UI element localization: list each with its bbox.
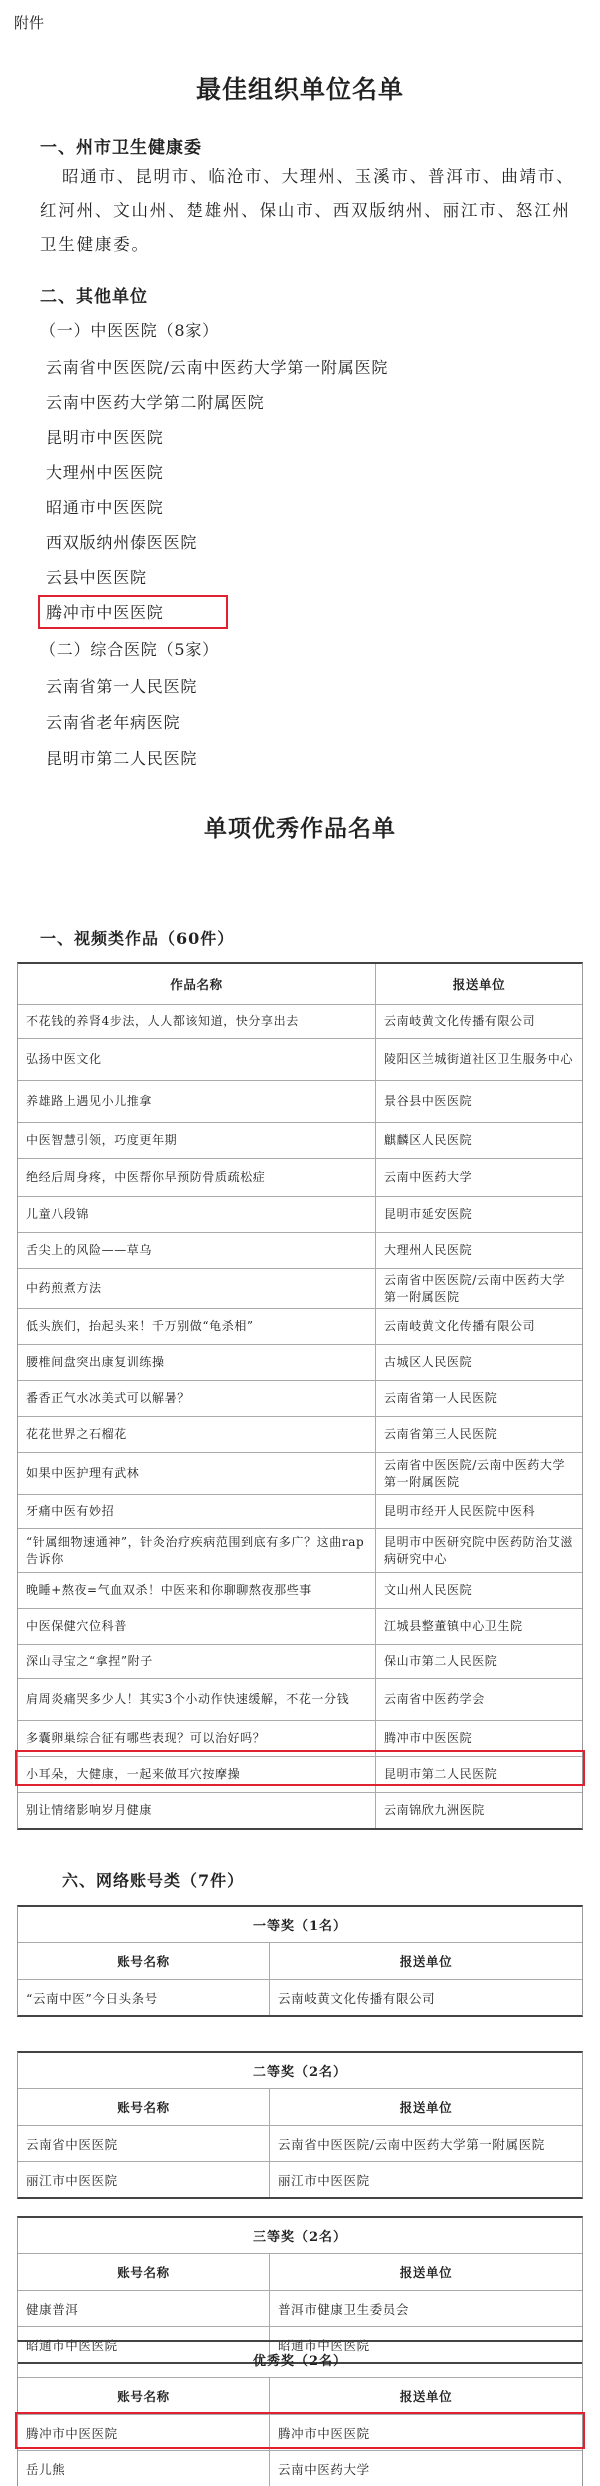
- award-title: 二等奖（2名）: [18, 2053, 582, 2089]
- table-row: [18, 1122, 582, 1158]
- cell: 弘扬中医文化: [18, 1039, 376, 1080]
- table-row: [18, 1038, 582, 1080]
- cell: 云南省中医医院: [18, 2126, 270, 2161]
- cell: 腾冲市中医医院: [18, 2415, 270, 2450]
- table-header: [18, 2089, 582, 2125]
- cell: 昭通市中医医院: [278, 2337, 370, 2353]
- table-row: [18, 1452, 582, 1494]
- cell: 文山州人民医院: [384, 1583, 473, 1597]
- cell: 云南省中医医院/云南中医药大学第一附属医院: [384, 1457, 566, 1489]
- cell: 丽江市中医医院: [18, 2162, 270, 2197]
- title-best-organization: 最佳组织单位名单: [195, 75, 404, 104]
- section1-text: 昭通市、昆明市、临沧市、大理州、玉溪市、普洱市、曲靖市、红河州、文山州、楚雄州、保山市、西双版纳州、丽江市、怒江州卫生健康委。: [40, 167, 575, 254]
- cell: 云南省第三人民医院: [384, 1427, 498, 1441]
- award-title: 优秀奖（2名）: [18, 2342, 582, 2378]
- table-row: [18, 1004, 582, 1038]
- cell: 中医保健穴位科普: [18, 1609, 376, 1644]
- cell: 昆明市中医研究院中医药防治艾滋病研究中心: [384, 1534, 574, 1566]
- sub1-heading: （一）中医医院（8家）: [40, 321, 219, 340]
- table-row: [18, 1344, 582, 1380]
- table-row: [18, 1196, 582, 1232]
- list-item: 云南中医药大学第二附属医院: [46, 393, 265, 412]
- cell: 云南锦欣九洲医院: [384, 1803, 485, 1817]
- list-item: 昆明市中医医院: [46, 428, 164, 447]
- cell: 麒麟区人民医院: [384, 1133, 473, 1147]
- cell: 深山寻宝之“拿捏”附子: [18, 1645, 376, 1678]
- cell: 腰椎间盘突出康复训练操: [18, 1345, 376, 1380]
- table-row: [18, 2290, 582, 2326]
- cell: 昭通市中医医院: [18, 2327, 270, 2362]
- table-row: [18, 1792, 582, 1828]
- cell: 保山市第二人民医院: [384, 1654, 498, 1668]
- table-row: [18, 1416, 582, 1452]
- cell: 牙痛中医有妙招: [18, 1495, 376, 1528]
- table-header: [18, 2254, 582, 2290]
- table-row: [18, 1608, 582, 1644]
- attachment-label: 附件: [14, 14, 45, 32]
- cell: 普洱市健康卫生委员会: [278, 2301, 410, 2317]
- table-row: [18, 1268, 582, 1308]
- table-header: [18, 2378, 582, 2414]
- list-item: 西双版纳州傣医医院: [46, 533, 198, 552]
- cell: 儿童八段锦: [18, 1197, 376, 1232]
- table-row: [18, 1528, 582, 1572]
- cell: 云南省中医药学会: [384, 1692, 485, 1706]
- table-row: [18, 1232, 582, 1268]
- network-heading: 六、网络账号类（7件）: [62, 1871, 245, 1890]
- col-unit: 报送单位: [399, 1954, 453, 1969]
- video-table: [17, 962, 583, 1830]
- cell: 云南省中医医院/云南中医药大学第一附属医院: [278, 2136, 545, 2152]
- table-header: [18, 964, 582, 1004]
- table-row: [18, 1494, 582, 1528]
- cell: “针属细物速通神”，针灸治疗疾病范围到底有多广？这曲rap告诉你: [18, 1529, 376, 1572]
- cell: 小耳朵，大健康，一起来做耳穴按摩操: [18, 1757, 376, 1792]
- cell: 昆明市经开人民医院中医科: [384, 1504, 536, 1518]
- cell: 昆明市延安医院: [384, 1207, 473, 1221]
- cell: 云南岐黄文化传播有限公司: [384, 1014, 536, 1028]
- list-item: 大理州中医医院: [46, 463, 164, 482]
- video-heading: 一、视频类作品（60件）: [40, 929, 235, 948]
- cell: 云南中医药大学: [278, 2461, 370, 2477]
- cell: “云南中医”今日头条号: [18, 1980, 270, 2015]
- sub2-heading: （二）综合医院（5家）: [40, 640, 219, 659]
- cell: 养雄路上遇见小儿推拿: [18, 1081, 376, 1122]
- award-title: 三等奖（2名）: [18, 2218, 582, 2254]
- list-item-highlighted: 腾冲市中医医院: [46, 603, 164, 622]
- cell: 不花钱的养肾4步法，人人都该知道，快分享出去: [18, 1005, 376, 1038]
- table-header: [18, 1943, 582, 1979]
- list-item: 云南省中医医院/云南中医药大学第一附属医院: [46, 358, 389, 377]
- cell: 中医智慧引领，巧度更年期: [18, 1123, 376, 1158]
- table-row: [18, 2125, 582, 2161]
- title-works: 单项优秀作品名单: [204, 815, 396, 842]
- cell: 景谷县中医医院: [384, 1094, 473, 1108]
- section1-heading: 一、州市卫生健康委: [40, 138, 202, 158]
- cell: 晚睡+熬夜=气血双杀！中医来和你聊聊熬夜那些事: [18, 1573, 376, 1608]
- col-unit: 报送单位: [452, 976, 506, 992]
- cell: 肩周炎痛哭多少人！其实3个小动作快速缓解，不花一分钱: [18, 1679, 376, 1720]
- col-unit: 报送单位: [399, 2100, 453, 2115]
- cell: 云南岐黄文化传播有限公司: [278, 1990, 436, 2006]
- cell: 花花世界之石榴花: [18, 1417, 376, 1452]
- list-item: 云县中医医院: [46, 568, 147, 587]
- list-item: 昆明市第二人民医院: [46, 749, 198, 768]
- table-row: [18, 1979, 582, 2015]
- section2-heading: 二、其他单位: [40, 287, 148, 307]
- cell: 云南中医药大学: [384, 1170, 473, 1184]
- award-table-second: [17, 2051, 583, 2199]
- cell: 舌尖上的风险——草乌: [18, 1233, 376, 1268]
- cell: 云南省第一人民医院: [384, 1391, 498, 1405]
- cell: 如果中医护理有武林: [18, 1453, 376, 1494]
- col-account: 账号名称: [18, 1943, 270, 1979]
- col-account: 账号名称: [18, 2089, 270, 2125]
- table-row: [18, 1158, 582, 1196]
- cell: 大理州人民医院: [384, 1243, 473, 1257]
- list-item: 云南省老年病医院: [46, 713, 181, 732]
- list-item: 昭通市中医医院: [46, 498, 164, 517]
- table-row: [18, 1308, 582, 1344]
- highlight-box: [15, 1750, 585, 1786]
- cell: 岳儿熊: [18, 2451, 270, 2486]
- cell: 低头族们，抬起头来！千万别做“龟杀相”: [18, 1309, 376, 1344]
- col-work-name: 作品名称: [18, 964, 376, 1004]
- highlight-box: [15, 2412, 585, 2449]
- cell: 古城区人民医院: [384, 1355, 473, 1369]
- table-row: [18, 2161, 582, 2197]
- cell: 昆明市第二人民医院: [384, 1767, 498, 1781]
- cell: 云南省中医医院/云南中医药大学第一附属医院: [384, 1272, 566, 1304]
- table-row: [18, 1678, 582, 1720]
- list-item: 云南省第一人民医院: [46, 677, 198, 696]
- cell: 腾冲市中医医院: [384, 1731, 473, 1745]
- cell: 绝经后周身疼，中医帮你早预防骨质疏松症: [18, 1159, 376, 1196]
- table-row: [18, 1080, 582, 1122]
- cell: 陵阳区兰城街道社区卫生服务中心: [384, 1052, 574, 1066]
- col-account: 账号名称: [18, 2254, 270, 2290]
- cell: 健康普洱: [18, 2291, 270, 2326]
- cell: 番香正气水冰美式可以解暑？: [18, 1381, 376, 1416]
- award-title: 一等奖（1名）: [18, 1907, 582, 1943]
- table-row: [18, 2450, 582, 2486]
- col-unit: 报送单位: [399, 2389, 453, 2404]
- cell: 江城县整董镇中心卫生院: [384, 1619, 523, 1633]
- table-row: [18, 1380, 582, 1416]
- cell: 中药煎煮方法: [18, 1269, 376, 1308]
- award-table-first: [17, 1905, 583, 2017]
- cell: 丽江市中医医院: [278, 2172, 370, 2188]
- cell: 腾冲市中医医院: [278, 2425, 370, 2441]
- table-row: [18, 1572, 582, 1608]
- cell: 别让情绪影响岁月健康: [18, 1793, 376, 1828]
- col-account: 账号名称: [18, 2378, 270, 2414]
- table-row: [18, 1644, 582, 1678]
- col-unit: 报送单位: [399, 2265, 453, 2280]
- cell: 云南岐黄文化传播有限公司: [384, 1319, 536, 1333]
- cell: 多囊卵巢综合征有哪些表现？可以治好吗？: [18, 1721, 376, 1756]
